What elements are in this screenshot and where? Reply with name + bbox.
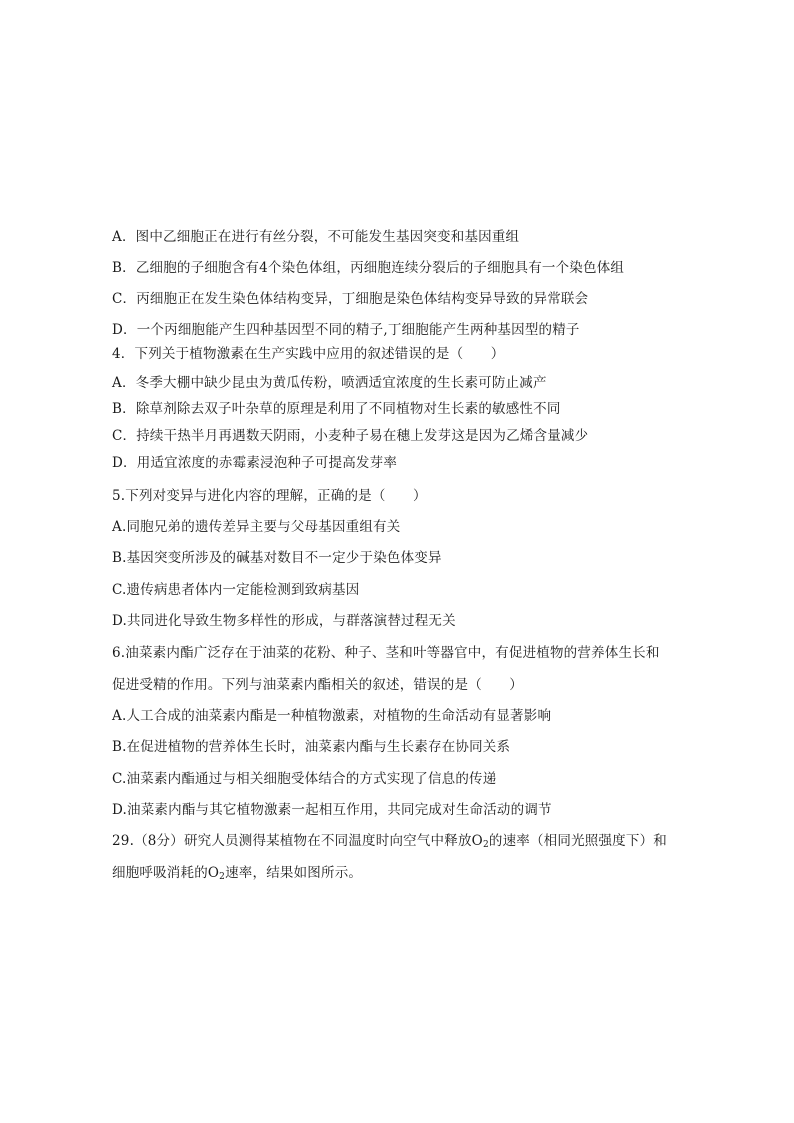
- q5-option-b: B.基因突变所涉及的碱基对数目不一定少于染色体变异: [112, 550, 442, 566]
- q5-option-c: C.遗传病患者体内一定能检测到致病基因: [112, 582, 360, 598]
- q4-option-b: B．除草剂除去双子叶杂草的原理是利用了不同植物对生长素的敏感性不同: [112, 401, 561, 417]
- q29-stem-line2: [112, 864, 362, 882]
- q3-option-a: A．图中乙细胞正在进行有丝分裂，不可能发生基因突变和基因重组: [112, 229, 520, 245]
- q29-line2-subscript: 2: [219, 872, 226, 882]
- q6-stem-line1: 6.油菜素内酯广泛存在于油菜的花粉、种子、茎和叶等器官中，有促进植物的营养体生长和: [112, 645, 660, 661]
- q5-option-a: A.同胞兄弟的遗传差异主要与父母基因重组有关: [112, 519, 401, 535]
- q4-stem: 4．下列关于植物激素在生产实践中应用的叙述错误的是（ ）: [112, 346, 505, 362]
- q3-option-c: C．丙细胞正在发生染色体结构变异，丁细胞是染色体结构变异导致的异常联会: [112, 291, 589, 307]
- q4-option-c: C．持续干热半月再遇数天阴雨，小麦种子易在穗上发芽这是因为乙烯含量减少: [112, 428, 589, 444]
- q6-stem-line2: 促进受精的作用。下列与油菜素内酯相关的叙述，错误的是（ ）: [112, 677, 523, 693]
- q29-line1-subscript: 2: [482, 840, 489, 850]
- q3-option-d: D．一个丙细胞能产生四种基因型不同的精子,丁细胞能产生两种基因型的精子: [112, 322, 580, 338]
- q3-option-b: B．乙细胞的子细胞含有4个染色体组，丙细胞连续分裂后的子细胞具有一个染色体组: [112, 260, 625, 276]
- q4-option-d: D．用适宜浓度的赤霉素浸泡种子可提高发芽率: [112, 455, 398, 471]
- q29-line2-after: 速率，结果如图所示。: [225, 865, 363, 881]
- q29-line1-after: 的速率（相同光照强度下）和: [488, 833, 667, 849]
- q29-stem-line1: [112, 832, 667, 850]
- q29-line2-before: 细胞呼吸消耗的O: [112, 865, 220, 881]
- q6-option-c: C.油菜素内酯通过与相关细胞受体结合的方式实现了信息的传递: [112, 771, 497, 787]
- q5-stem: 5.下列对变异与进化内容的理解，正确的是（ ）: [112, 488, 427, 504]
- q6-option-a: A.人工合成的油菜素内酯是一种植物激素，对植物的生命活动有显著影响: [112, 708, 552, 724]
- q5-option-d: D.共同进化导致生物多样性的形成，与群落演替过程无关: [112, 613, 456, 629]
- q6-option-b: B.在促进植物的营养体生长时，油菜素内酯与生长素存在协同关系: [112, 739, 511, 755]
- q6-option-d: D.油菜素内酯与其它植物激素一起相互作用，共同完成对生命活动的调节: [112, 802, 552, 818]
- q4-option-a: A．冬季大棚中缺少昆虫为黄瓜传粉，喷洒适宜浓度的生长素可防止减产: [112, 375, 547, 391]
- q29-line1-before: 29.（8分）研究人员测得某植物在不同温度时向空气中释放O: [112, 833, 483, 849]
